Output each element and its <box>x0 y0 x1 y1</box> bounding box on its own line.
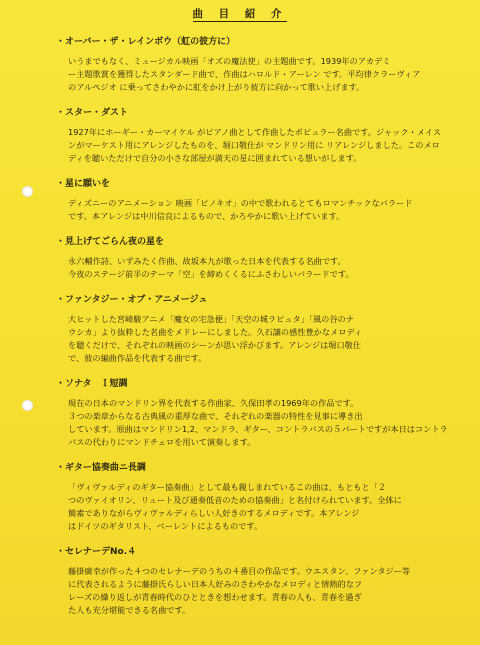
section-text-line: しています。原曲はマンドリン1,2、マンドラ、ギター、コントラバスの５パートですが本日はコントラ <box>68 424 448 434</box>
section-text-line: で、彼の編曲作品を代表する曲です。 <box>68 353 207 363</box>
section-heading: ・ギター協奏曲ニ長調 <box>56 463 146 473</box>
program-section <box>56 294 456 365</box>
section-text-line: 永六輔作詩、いずみたく作曲、故坂本九が歌った日本を代表する名曲です。 <box>68 256 346 266</box>
section-text-line: 今夜のステージ前半のテーマ「空」を締めくくるにふさわしいバラードです。 <box>68 269 354 279</box>
program-section <box>56 378 456 449</box>
section-text-line: 現在の日本のマンドリン界を代表する作曲家、久保田孝の1969年の作品です。 <box>68 398 359 408</box>
page-title <box>0 6 480 21</box>
section-text-line: 藤掛廣幸が作った４つのセレナーデのうちの４番目の作品です。ウエスタン、ファンタジー等 <box>68 566 411 576</box>
section-text-line: ー主題歌賞を獲得したスタンダード曲で、作曲はハロルド・アーレン です。平均律クラーヴィア <box>68 69 421 79</box>
section-text-line: ウシカ」より抜粋した名曲をメドレーにしました。久石譲の感性豊かなメロディ <box>68 327 363 337</box>
section-text-line: つのヴァイオリン、リュート及び通奏低音のための協奏曲」と名付けられています。全体に <box>68 495 402 505</box>
program-section <box>56 236 456 281</box>
section-heading: ・星に願いを <box>56 179 111 189</box>
section-heading: ・ソナタ Ｉ短調 <box>56 379 128 389</box>
section-text-line: ３つの楽章からなる古典風の重厚な曲で、それぞれの楽器の特性を見事に導き出 <box>68 411 363 421</box>
section-text-line: ディを聴いただけで自分の小さな部屋が満天の星に囲まれている想いがします。 <box>68 153 362 163</box>
section-heading: ・オーバー・ザ・レインボウ（虹の彼方に） <box>56 37 236 47</box>
section-text-line: を聴くだけで、それぞれの映画のシーンが思い浮かびます。アレンジは堀口敬仕 <box>68 340 362 350</box>
section-text-line: 「ヴィヴァルディのギター協奏曲」として最も親しまれているこの曲は、もともと「２ <box>68 482 387 492</box>
section-text-line: 簡素でありながらヴィヴァルディらしい人好きのするメロディです。本アレンジ <box>68 508 360 518</box>
section-text-line: た人も充分堪能できる名曲です。 <box>68 605 191 615</box>
punch-hole <box>22 186 33 197</box>
program-section <box>56 178 456 223</box>
section-heading: ・セレナーデNo.４ <box>56 547 137 557</box>
punch-hole <box>22 400 33 411</box>
section-heading: ・スター・ダスト <box>56 108 129 118</box>
section-text-line: バスの代わりにマンドチェロを用いて演奏します。 <box>68 437 256 447</box>
section-text-line: いうまでもなく、ミュージカル映画「オズの魔法使」の主題曲です。1939年のアカデミ <box>68 56 391 66</box>
section-text-line: のアルペジオ に乗ってさわやかに虹をかけ上がり彼方に向かって歌い上げます。 <box>68 82 365 92</box>
section-heading: ・見上げてごらん夜の星を <box>56 237 165 247</box>
section-text-line: はドイツのギタリスト、ベーレントによるものです。 <box>68 521 263 531</box>
section-text-line: 大ヒットした宮崎駿アニメ「魔女の宅急便」「天空の城ラピュタ」「風の谷のナ <box>68 314 354 324</box>
program-section <box>56 546 456 617</box>
page-title-text: 曲 目 紹 介 <box>192 8 288 20</box>
section-text-line: です。本アレンジは中川信良によるもので、かろやかに歌い上げています。 <box>68 211 345 221</box>
section-text-line: ンがマーケスト用にアレンジしたものを、堀口敬仕が マンドリン用に リアレンジしました。このメロ <box>68 140 440 150</box>
program-section <box>56 107 456 165</box>
section-heading: ・ファンタジー・オブ・アニメージュ <box>56 295 208 305</box>
section-text-line: ディズニーのアニメーション 映画「ピノキオ」の中で歌われるとてもロマンチックなバラード <box>68 198 413 208</box>
section-text-line: レーズの繰り返しが青春時代のひとときを想わせます。青春の人も、青春を過ぎ <box>68 592 362 602</box>
section-text-line: 1927年にホーギー・カーマイケル がピアノ曲として作曲したポピュラー名曲です。ジャック・メイス <box>68 127 442 137</box>
program-notes <box>56 36 456 630</box>
section-text-line: に代表されるように藤掛氏らしい日本人好みのさわやかなメロディと情熱的なフ <box>68 579 363 589</box>
program-section <box>56 462 456 533</box>
program-section <box>56 36 456 94</box>
